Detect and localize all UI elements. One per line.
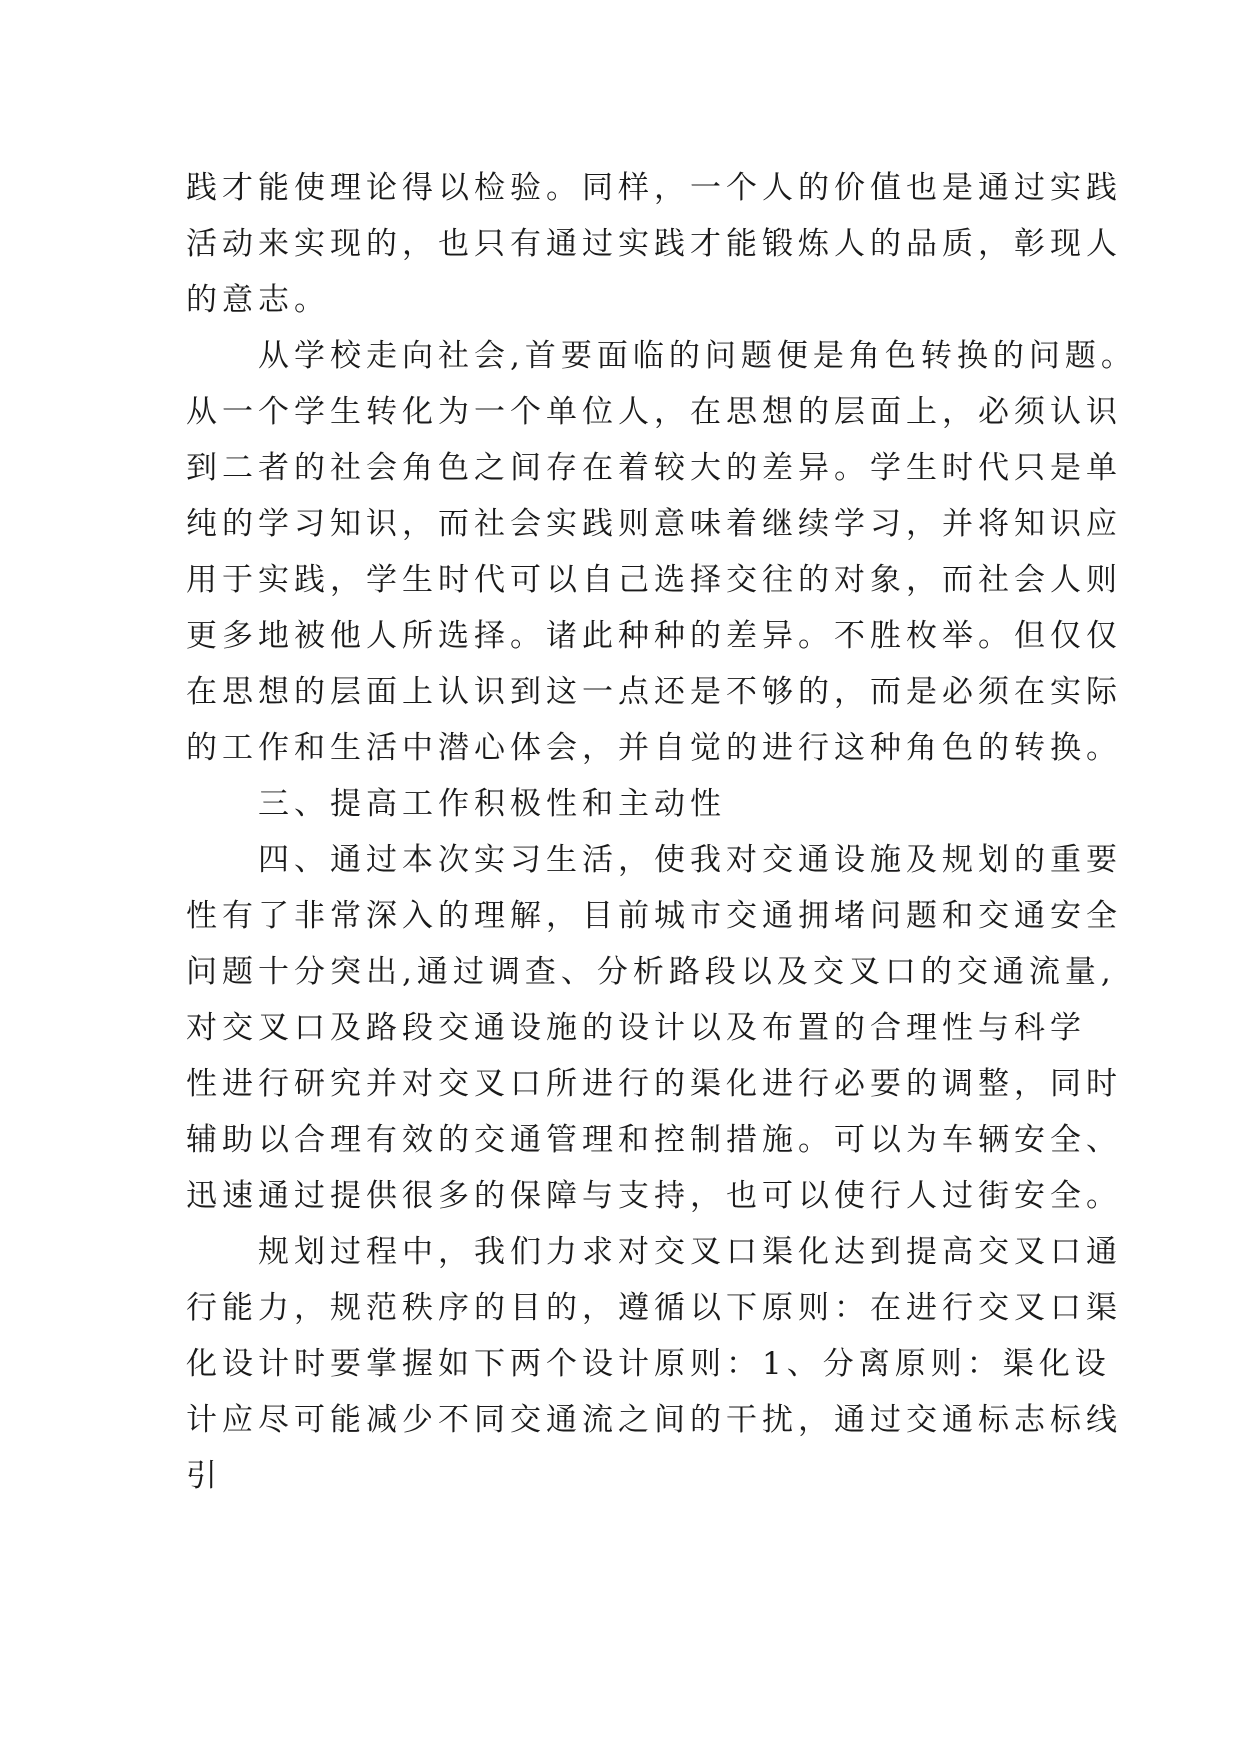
- paragraph: [186, 160, 1122, 328]
- text-line: 行能力，规范秩序的目的，遵循以下原则：在进行交叉口渠: [186, 1290, 1122, 1326]
- text-line: 纯的学习知识，而社会实践则意味着继续学习，并将知识应: [186, 506, 1122, 542]
- text-line: 践才能使理论得以检验。同样，一个人的价值也是通过实践: [186, 170, 1122, 206]
- text-line: 辅助以合理有效的交通管理和控制措施。可以为车辆安全、: [186, 1122, 1122, 1158]
- text-line: 在思想的层面上认识到这一点还是不够的，而是必须在实际: [186, 674, 1122, 710]
- text-line: 从学校走向社会,首要面临的问题便是角色转换的问题。: [258, 338, 1137, 374]
- text-line: 计应尽可能减少不同交通流之间的干扰，通过交通标志标线: [186, 1402, 1122, 1438]
- section-heading: [186, 776, 1054, 832]
- text-line: 化设计时要掌握如下两个设计原则：1、分离原则：渠化设: [186, 1346, 1111, 1382]
- text-line: 的工作和生活中潜心体会，并自觉的进行这种角色的转换。: [186, 730, 1122, 766]
- text-line: 从一个学生转化为一个单位人，在思想的层面上，必须认识: [186, 394, 1122, 430]
- text-line: 对交叉口及路段交通设施的设计以及布置的合理性与科学: [186, 1010, 1086, 1046]
- paragraph: [186, 832, 1122, 1224]
- text-line: 的意志。: [186, 282, 330, 318]
- text-line: 用于实践，学生时代可以自己选择交往的对象，而社会人则: [186, 562, 1122, 598]
- text-line: 到二者的社会角色之间存在着较大的差异。学生时代只是单: [186, 450, 1122, 486]
- text-line: 问题十分突出,通过调查、分析路段以及交叉口的交通流量,: [186, 954, 1116, 990]
- text-line: 规划过程中，我们力求对交叉口渠化达到提高交叉口通: [258, 1234, 1122, 1270]
- text-line: 引: [186, 1458, 222, 1494]
- text-line: 三、提高工作积极性和主动性: [258, 786, 726, 822]
- text-line: 性有了非常深入的理解，目前城市交通拥堵问题和交通安全: [186, 898, 1122, 934]
- text-line: 更多地被他人所选择。诸此种种的差异。不胜枚举。但仅仅: [186, 618, 1122, 654]
- text-line: 性进行研究并对交叉口所进行的渠化进行必要的调整，同时: [186, 1066, 1122, 1102]
- paragraph: [186, 1224, 1122, 1504]
- document-body: [186, 160, 1137, 1504]
- paragraph: [186, 328, 1137, 776]
- text-line: 四、通过本次实习生活，使我对交通设施及规划的重要: [258, 842, 1122, 878]
- text-line: 活动来实现的，也只有通过实践才能锻炼人的品质，彰现人: [186, 226, 1122, 262]
- text-line: 迅速通过提供很多的保障与支持，也可以使行人过街安全。: [186, 1178, 1122, 1214]
